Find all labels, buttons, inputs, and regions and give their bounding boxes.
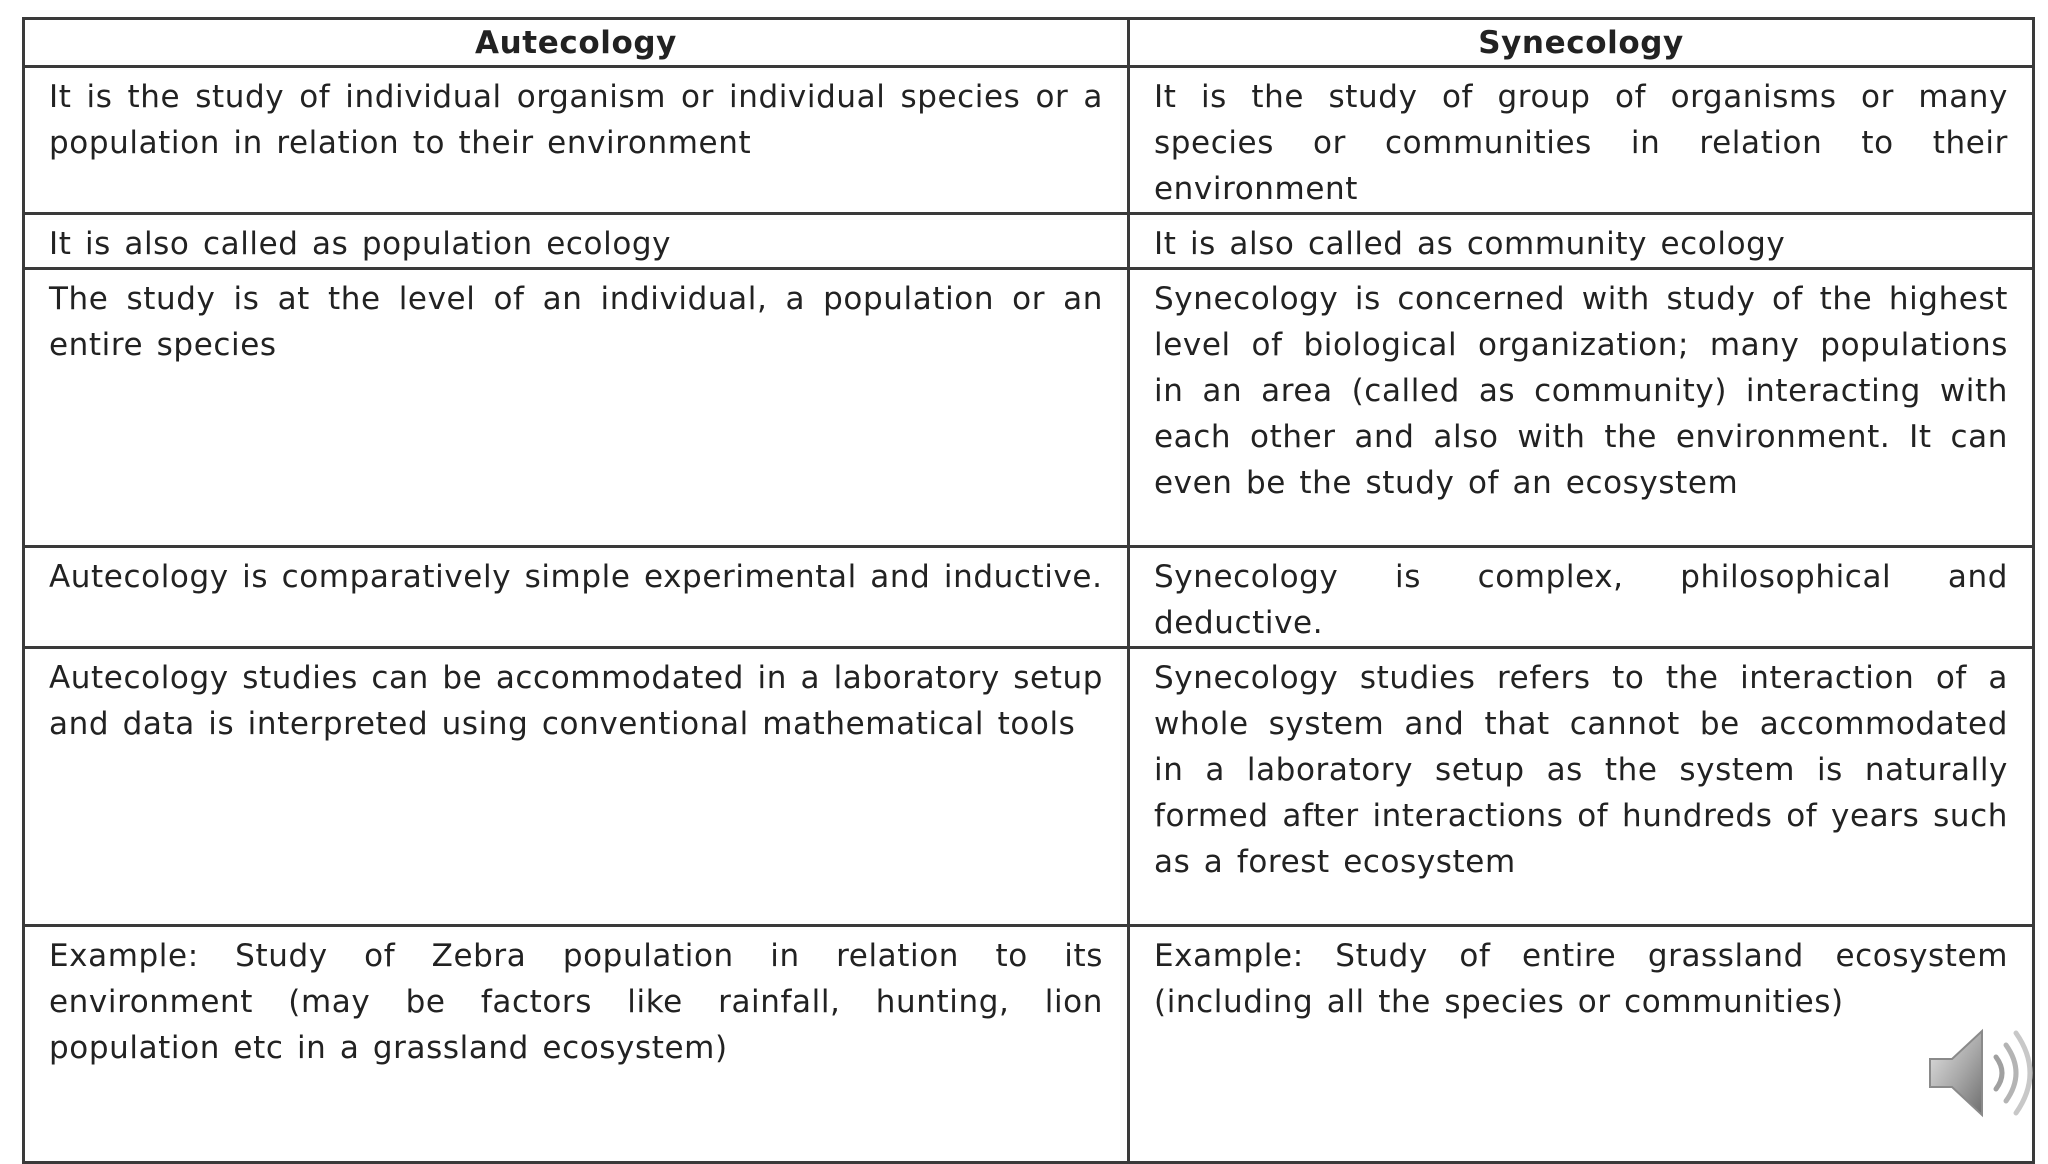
synecology-cell: Example: Study of entire grassland ecosystem (including all the species or communities) [1129, 926, 2034, 1163]
autecology-cell: Autecology studies can be accommodated in a laboratory setup and data is interpreted using conventional mathematical tools [24, 648, 1129, 926]
comparison-table [22, 17, 2035, 1164]
synecology-cell: Synecology is complex, philosophical and deductive. [1129, 547, 2034, 648]
header-autecology: Autecology [24, 19, 1129, 67]
autecology-cell: Autecology is comparatively simple experimental and inductive. [24, 547, 1129, 648]
synecology-cell: It is the study of group of organisms or many species or communities in relation to their environment [1129, 67, 2034, 214]
synecology-cell: Synecology is concerned with study of the highest level of biological organization; many populations in an area (called as community) interacting with each other and also with the environment. It can even be the study of an ecosystem [1129, 269, 2034, 547]
table-header-row [24, 19, 2034, 67]
table-row [24, 269, 2034, 547]
autecology-cell: It is also called as population ecology [24, 214, 1129, 269]
autecology-cell: Example: Study of Zebra population in relation to its environment (may be factors like rainfall, hunting, lion population etc in a grassland ecosystem) [24, 926, 1129, 1163]
table-row [24, 926, 2034, 1163]
synecology-cell: Synecology studies refers to the interaction of a whole system and that cannot be accommodated in a laboratory setup as the system is naturally formed after interactions of hundreds of years such as a forest ecosystem [1129, 648, 2034, 926]
table-row [24, 67, 2034, 214]
header-synecology: Synecology [1129, 19, 2034, 67]
table-row [24, 648, 2034, 926]
table-row [24, 547, 2034, 648]
synecology-cell: It is also called as community ecology [1129, 214, 2034, 269]
table-row [24, 214, 2034, 269]
speaker-icon[interactable] [1924, 1023, 2042, 1123]
autecology-cell: It is the study of individual organism or individual species or a population in relation to their environment [24, 67, 1129, 214]
autecology-cell: The study is at the level of an individual, a population or an entire species [24, 269, 1129, 547]
